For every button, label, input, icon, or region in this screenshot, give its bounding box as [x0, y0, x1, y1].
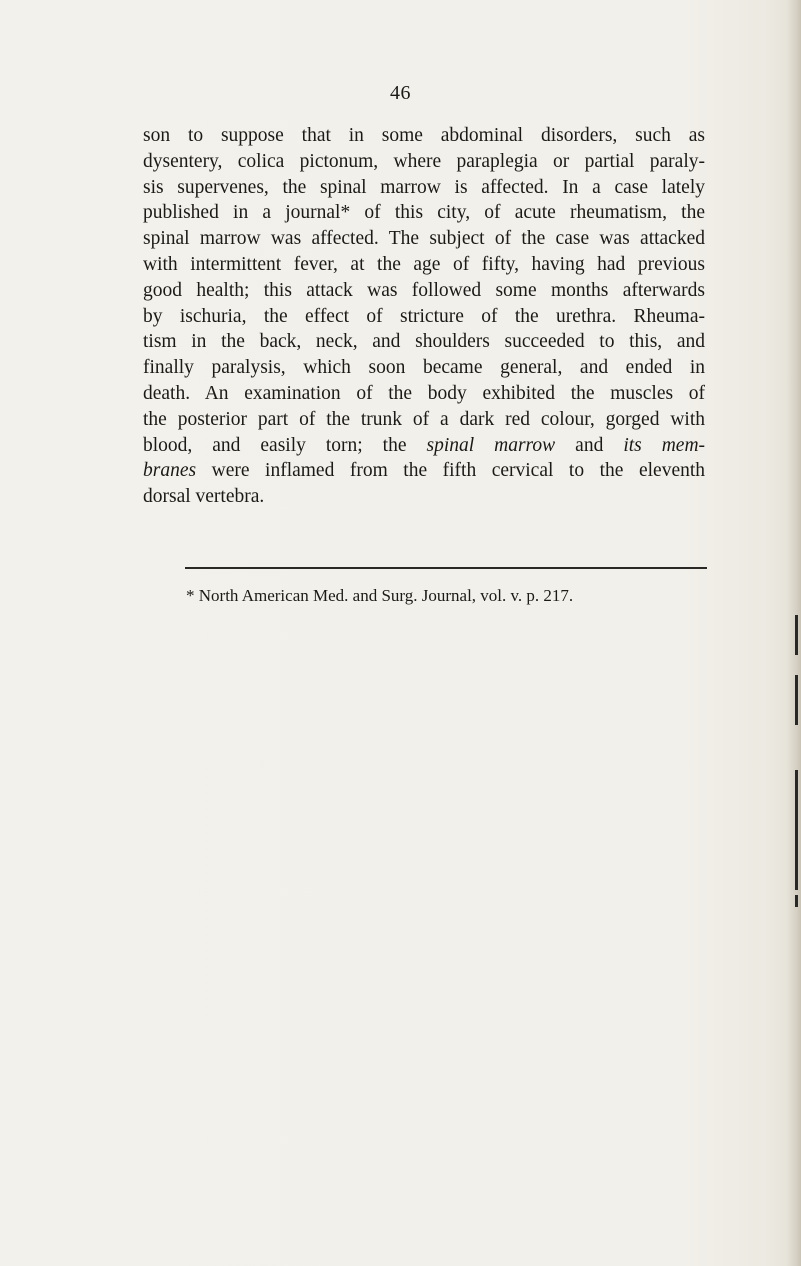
- footnote-divider: [185, 567, 707, 569]
- text-line: dysentery, colica pictonum, where paraplegia or partial paraly-: [143, 150, 705, 172]
- text-segment: and: [575, 434, 604, 456]
- italic-term: branes: [143, 460, 197, 482]
- text-line: tism in the back, neck, and shoulders succeeded to this, and: [143, 331, 705, 353]
- text-line: dorsal vertebra.: [143, 486, 265, 508]
- page-edge-mark: [795, 615, 798, 655]
- text-line: sis supervenes, the spinal marrow is affected. In a case lately: [143, 176, 705, 198]
- text-line: son to suppose that in some abdominal disorders, such as: [143, 125, 705, 146]
- text-line-mixed: [143, 458, 705, 484]
- text-line: good health; this attack was followed some months afterwards: [143, 279, 705, 301]
- page-edge-mark: [795, 770, 798, 890]
- text-line: the posterior part of the trunk of a dark red colour, gorged with: [143, 408, 705, 430]
- footnote: * North American Med. and Surg. Journal, vol. v. p. 217.: [186, 586, 574, 605]
- page-edge-mark: [795, 675, 798, 725]
- text-line: finally paralysis, which soon became general, and ended in: [143, 357, 705, 379]
- text-line: by ischuria, the effect of stricture of the urethra. Rheuma-: [143, 305, 705, 327]
- body-paragraph: [143, 123, 705, 510]
- text-line: spinal marrow was affected. The subject of the case was attacked: [143, 228, 705, 250]
- page-edge-shadow: [787, 0, 801, 1266]
- page-number: 46: [390, 82, 411, 104]
- italic-term: its mem-: [623, 434, 706, 456]
- text-line: published in a journal* of this city, of acute rheumatism, the: [143, 202, 705, 224]
- text-segment: blood, and easily torn; the: [143, 434, 407, 456]
- text-segment: were inflamed from the fifth cervical to the eleventh: [211, 460, 706, 482]
- text-line: with intermittent fever, at the age of fifty, having had previous: [143, 253, 705, 275]
- text-line: death. An examination of the body exhibited the muscles of: [143, 382, 705, 404]
- page-edge-mark: [795, 895, 798, 907]
- italic-term: spinal marrow: [426, 434, 556, 456]
- text-line-mixed: [143, 433, 705, 459]
